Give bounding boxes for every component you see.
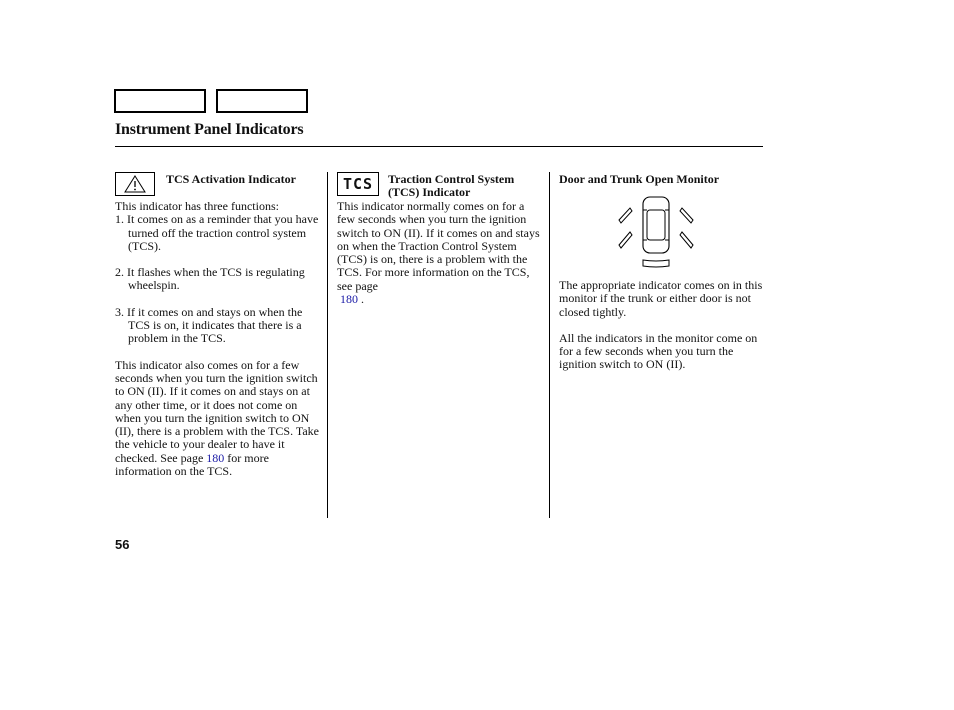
column2-body <box>337 200 543 306</box>
title-divider <box>115 146 763 147</box>
column-divider-1 <box>327 172 328 518</box>
nav-tab-box-2[interactable] <box>216 89 308 113</box>
tcs-indicator-icon: TCS <box>337 172 379 196</box>
column1-intro: This indicator has three functions: <box>115 199 279 213</box>
page-number: 56 <box>115 537 130 552</box>
page-link-180[interactable]: 180 <box>206 450 225 465</box>
list-item: 1. It comes on as a reminder that you have turned off the traction control system (TCS). <box>115 212 319 253</box>
page-link-180[interactable]: 180 <box>340 292 358 307</box>
nav-tab-box-1[interactable] <box>114 89 206 113</box>
list-item: 2. It flashes when the TCS is regulating wheelspin. <box>115 265 305 293</box>
column3-paragraph-2: All the indicators in the monitor come on for a few seconds when you turn the ignition switch to ON (II). <box>559 330 758 372</box>
column1-body <box>115 200 321 478</box>
warning-triangle-icon <box>115 172 155 196</box>
car-door-monitor-icon <box>613 196 699 270</box>
tcs-indicator-heading: Traction Control System (TCS) Indicator <box>388 172 515 199</box>
column1-paragraph: This indicator also comes on for a few seconds when you turn the ignition switch to ON (II). If it comes on and stays on at any other time, or it does not come on when you turn the ignition switch to ON (II), there is a problem with the TCS. Take the vehicle to your dealer to have it checked. See page 180 for more information on the TCS. <box>115 357 319 479</box>
column3-paragraph-1: The appropriate indicator comes on in this monitor if the trunk or either door is not closed tightly. <box>559 278 763 319</box>
door-trunk-heading: Door and Trunk Open Monitor <box>559 172 720 186</box>
page-title: Instrument Panel Indicators <box>115 121 304 138</box>
column3-body <box>559 279 763 372</box>
tcs-activation-heading: TCS Activation Indicator <box>166 172 297 186</box>
column-divider-2 <box>549 172 550 518</box>
column2-paragraph: This indicator normally comes on for a few seconds when you turn the ignition switch to ON (II). If it comes on and stays on when the Traction Control System (TCS) is on, there is a problem with the TCS. For more information on the TCS, see page 180 . <box>337 199 540 307</box>
list-item: 3. If it comes on and stays on when the TCS is on, it indicates that there is a problem in the TCS. <box>115 304 303 346</box>
